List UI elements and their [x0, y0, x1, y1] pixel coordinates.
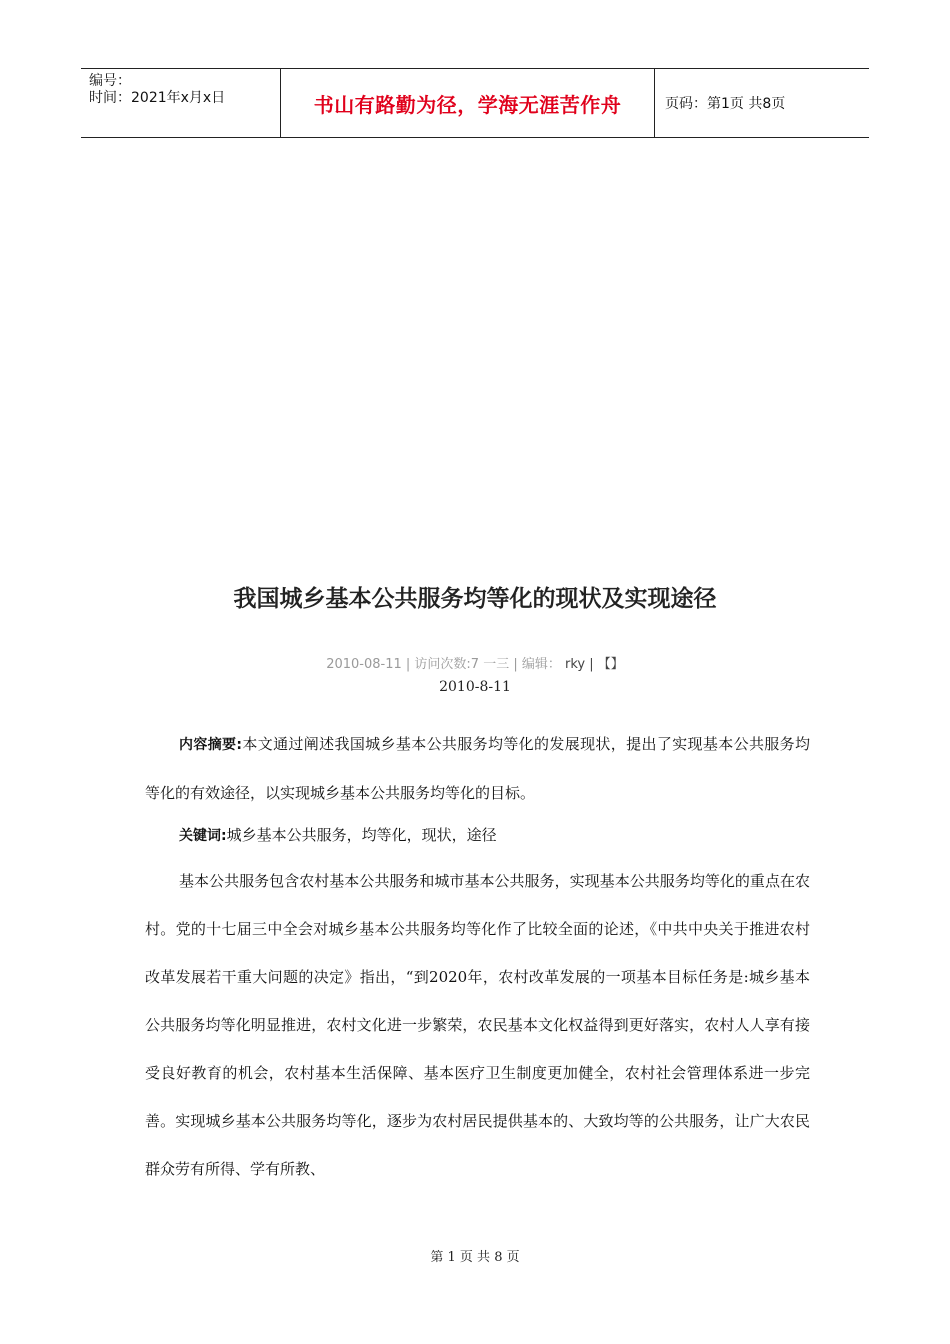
abstract-label: 内容摘要:	[179, 737, 243, 753]
meta-rest: 一三 | 编辑：	[483, 657, 561, 672]
time-label: 时间：2021年x月x日	[89, 90, 226, 106]
abstract-text: 本文通过阐述我国城乡基本公共服务均等化的发展现状，提出了实现基本公共服务均等化的有效途径，以实现城乡基本公共服务均等化的目标。	[145, 735, 810, 802]
meta-date: 2010-08-11	[326, 657, 402, 672]
number-label: 编号：	[89, 73, 131, 89]
keywords-text: 城乡基本公共服务，均等化，现状，途径	[226, 826, 497, 844]
meta-tail: | 【】	[589, 657, 624, 672]
article-meta: 2010-08-11 | 访问次数:7 一三 | 编辑： rky | 【】	[326, 657, 624, 672]
page-header-table	[81, 68, 869, 138]
abstract-paragraph	[145, 720, 810, 817]
meta-editor: rky	[565, 657, 586, 672]
article-title: 我国城乡基本公共服务均等化的现状及实现途径	[233, 586, 717, 612]
body-paragraph: 基本公共服务包含农村基本公共服务和城市基本公共服务，实现基本公共服务均等化的重点在农村。党的十七届三中全会对城乡基本公共服务均等化作了比较全面的论述，《中共中央关于推进农村改革发展若干重大问题的决定》指出，“到2020年，农村改革发展的一项基本目标任务是:城乡基本公共服务均等化明显推进，农村文化进一步繁荣，农民基本文化权益得到更好落实，农村人人享有接受良好教育的机会，农村基本生活保障、基本医疗卫生制度更加健全，农村社会管理体系进一步完善。实现城乡基本公共服务均等化，逐步为农村居民提供基本的、大致均等的公共服务，让广大农民群众劳有所得、学有所教、	[145, 872, 810, 1178]
article-body	[145, 720, 810, 1193]
header-left-cell	[81, 69, 281, 137]
keywords-label: 关键词:	[179, 828, 227, 844]
article-date: 2010-8-11	[439, 679, 511, 695]
meta-visits: 访问次数:7	[414, 657, 480, 672]
page-info: 页码：第1页 共8页	[665, 96, 786, 112]
page-footer: 第 1 页 共 8 页	[430, 1250, 520, 1265]
keywords-paragraph	[145, 815, 810, 856]
motto-text: 书山有路勤为径，学海无涯苦作舟	[281, 69, 655, 137]
